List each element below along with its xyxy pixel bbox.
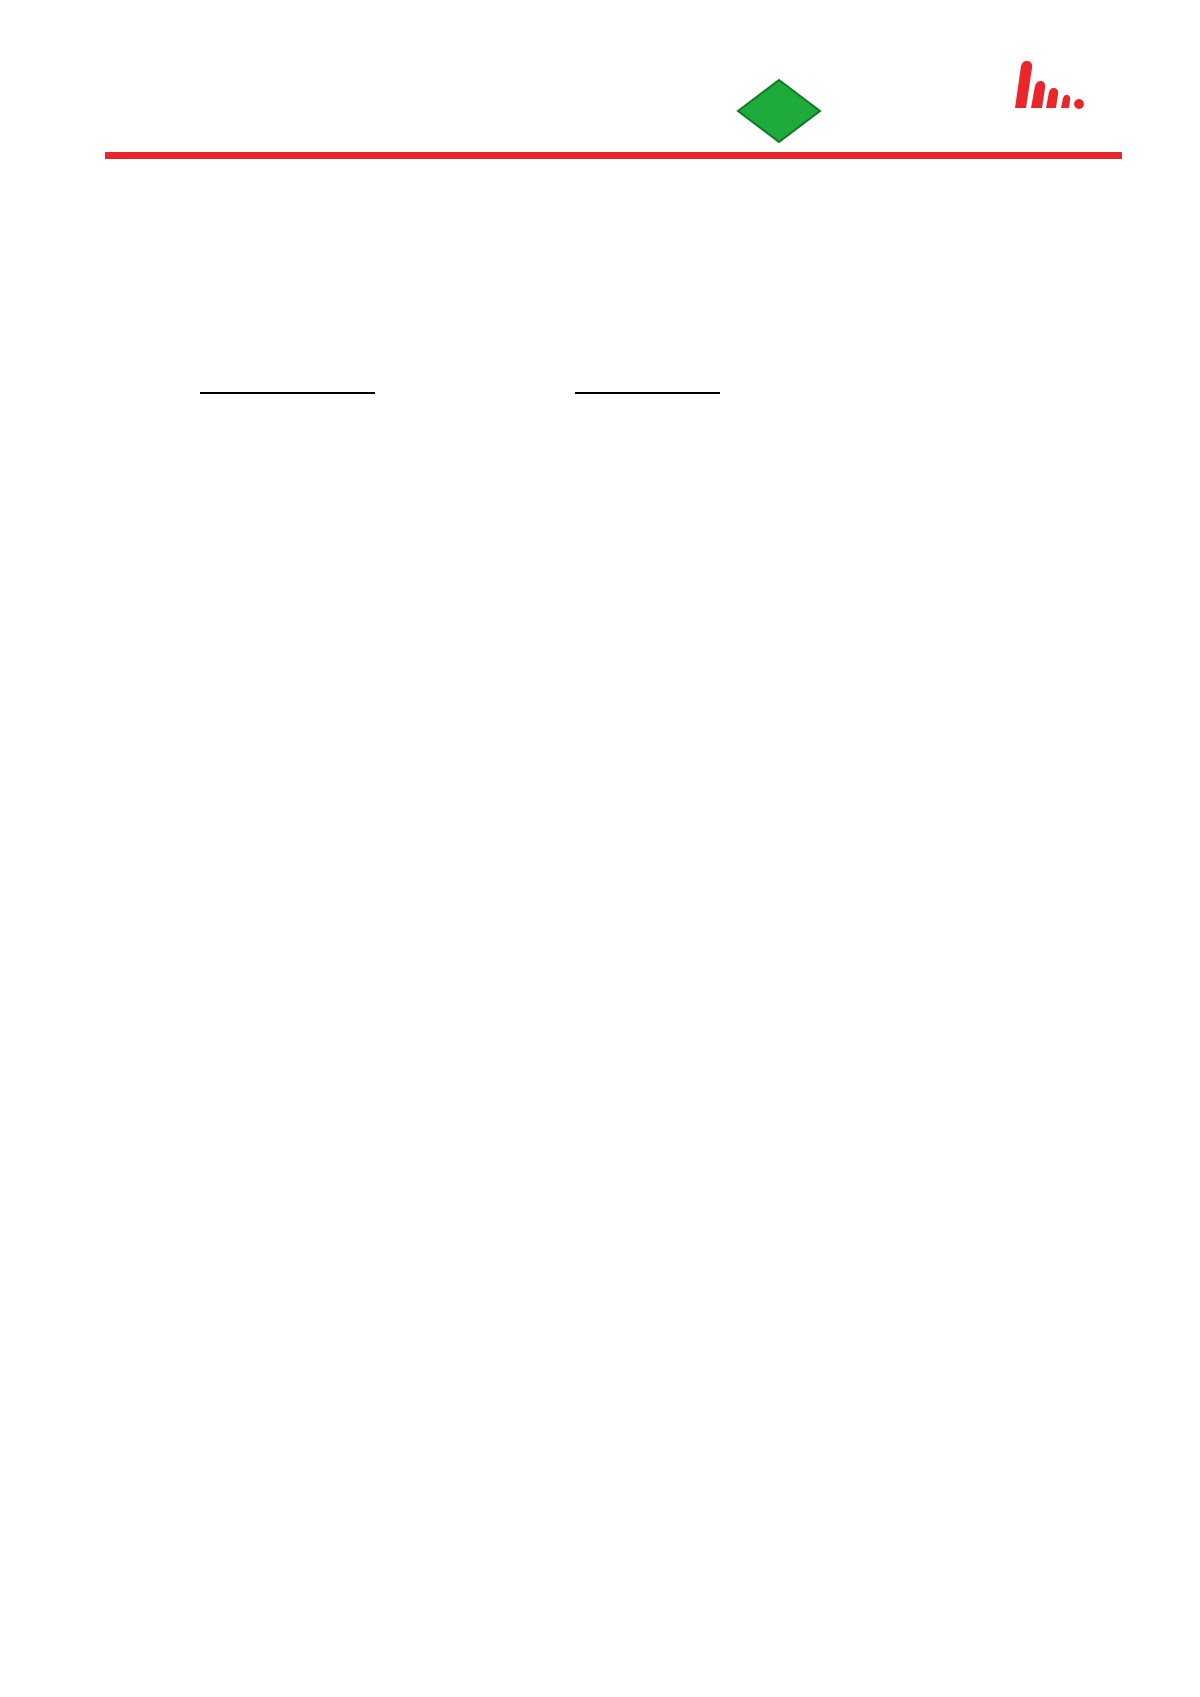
rohs-badge [734, 76, 824, 146]
hold-trip-subrule [200, 392, 375, 394]
rohs-diamond-icon [734, 76, 824, 146]
header-red-rule [105, 152, 1122, 159]
time-to-trip-subrule [575, 392, 720, 394]
surgwave-logo [955, 56, 1120, 148]
brand-mark-icon [955, 56, 1120, 112]
